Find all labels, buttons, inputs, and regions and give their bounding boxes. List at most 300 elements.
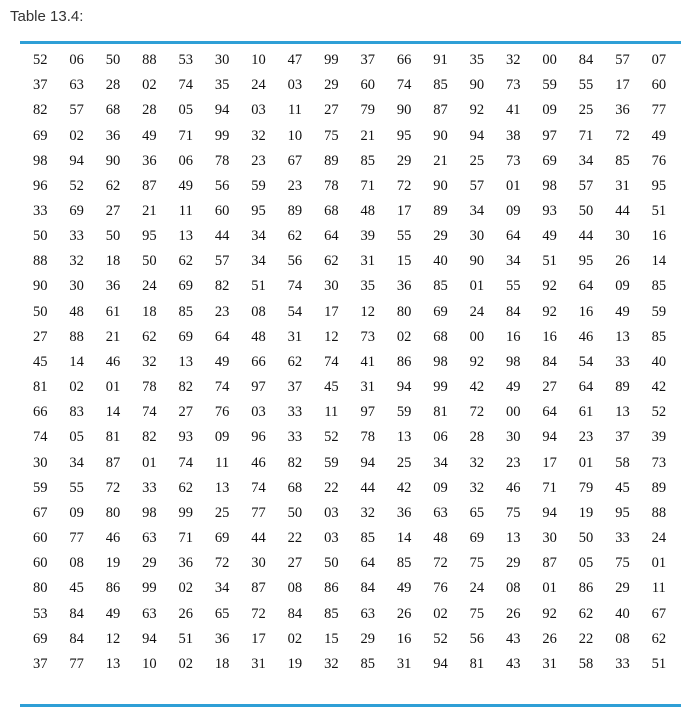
table-cell: 27 [287, 555, 303, 572]
table-cell: 94 [396, 379, 412, 396]
table-cell: 34 [469, 203, 485, 220]
table-cell: 16 [651, 228, 667, 245]
table-cell: 53 [32, 605, 48, 622]
table-cell: 80 [396, 303, 412, 320]
table-cell: 25 [214, 504, 230, 521]
table-cell: 56 [214, 177, 230, 194]
table-cell: 49 [615, 303, 630, 320]
table-cell: 39 [651, 429, 667, 446]
table-row [22, 476, 677, 501]
table-cell: 26 [615, 253, 630, 270]
table-cell: 15 [324, 630, 339, 647]
table-cell: 02 [287, 630, 303, 647]
table-cell: 69 [469, 530, 485, 547]
table-cell: 33 [615, 353, 630, 370]
table-cell: 87 [105, 454, 121, 471]
table-cell: 78 [214, 152, 230, 169]
table-cell: 43 [506, 630, 521, 647]
table-cell: 36 [105, 127, 121, 144]
table-cell: 09 [542, 102, 557, 119]
table-cell: 92 [469, 353, 485, 370]
table-cell: 05 [578, 555, 594, 572]
table-row [22, 325, 677, 350]
table-cell: 12 [324, 328, 339, 345]
table-cell: 95 [651, 177, 667, 194]
table-row [22, 174, 677, 199]
table-cell: 52 [651, 404, 667, 421]
table-cell: 22 [578, 630, 594, 647]
table-cell: 25 [396, 454, 412, 471]
table-cell: 37 [287, 379, 303, 396]
table-cell: 77 [651, 102, 667, 119]
table-cell: 12 [360, 303, 375, 320]
table-cell: 85 [396, 555, 412, 572]
table-cell: 95 [578, 253, 594, 270]
table-cell: 85 [360, 152, 375, 169]
table-cell: 48 [69, 303, 84, 320]
table-cell: 14 [651, 253, 667, 270]
table-cell: 46 [105, 353, 121, 370]
table-cell: 50 [105, 228, 121, 245]
table-cell: 21 [360, 127, 375, 144]
table-cell: 88 [69, 328, 84, 345]
table-cell: 94 [214, 102, 230, 119]
table-cell: 75 [324, 127, 339, 144]
table-cell: 17 [615, 77, 630, 94]
table-cell: 59 [324, 454, 339, 471]
table-cell: 74 [178, 454, 193, 471]
table-cell: 92 [542, 303, 557, 320]
table-cell: 60 [32, 555, 48, 572]
table-cell: 27 [32, 328, 48, 345]
table-cell: 57 [69, 102, 84, 119]
table-cell: 06 [178, 152, 193, 169]
table-cell: 13 [615, 404, 630, 421]
table-cell: 28 [142, 102, 157, 119]
table-cell: 32 [506, 52, 521, 69]
table-cell: 02 [178, 655, 193, 672]
table-cell: 91 [433, 52, 448, 69]
table-cell: 29 [324, 77, 339, 94]
table-cell: 60 [651, 77, 667, 94]
table-cell: 74 [178, 77, 193, 94]
table-row [22, 501, 677, 526]
table-cell: 75 [469, 605, 485, 622]
table-cell: 35 [469, 52, 485, 69]
table-cell: 64 [360, 555, 375, 572]
table-row [22, 451, 677, 476]
table-cell: 72 [105, 479, 121, 496]
table-cell: 55 [69, 479, 84, 496]
table-cell: 09 [214, 429, 230, 446]
table-cell: 41 [506, 102, 521, 119]
table-cell: 50 [105, 52, 121, 69]
table-cell: 62 [287, 353, 303, 370]
table-cell: 66 [251, 353, 266, 370]
table-cell: 40 [651, 353, 667, 370]
table-cell: 13 [615, 328, 630, 345]
table-cell: 87 [542, 555, 557, 572]
table-cell: 64 [324, 228, 339, 245]
table-cell: 30 [324, 278, 339, 295]
table-cell: 18 [105, 253, 121, 270]
table-cell: 94 [360, 454, 375, 471]
table-cell: 57 [469, 177, 485, 194]
table-cell: 66 [396, 52, 412, 69]
table-cell: 49 [214, 353, 230, 370]
table-cell: 81 [469, 655, 485, 672]
table-cell: 16 [396, 630, 412, 647]
table-cell: 81 [433, 404, 448, 421]
table-cell: 73 [506, 77, 521, 94]
table-cell: 84 [360, 580, 375, 597]
table-cell: 98 [433, 353, 448, 370]
table-cell: 52 [433, 630, 448, 647]
table-cell: 99 [433, 379, 448, 396]
table-cell: 27 [324, 102, 339, 119]
table-cell: 86 [396, 353, 412, 370]
table-cell: 77 [251, 504, 266, 521]
table-cell: 24 [469, 580, 485, 597]
top-rule [20, 41, 681, 44]
table-cell: 69 [32, 630, 48, 647]
table-cell: 16 [506, 328, 521, 345]
table-row [22, 73, 677, 98]
table-cell: 89 [615, 379, 630, 396]
table-cell: 85 [651, 278, 667, 295]
table-cell: 03 [251, 102, 266, 119]
table-cell: 34 [578, 152, 594, 169]
table-cell: 28 [469, 429, 485, 446]
table-cell: 21 [433, 152, 448, 169]
table-row [22, 601, 677, 626]
table-row [22, 526, 677, 551]
table-cell: 88 [32, 253, 48, 270]
table-cell: 85 [615, 152, 630, 169]
table-cell: 26 [178, 605, 193, 622]
table-cell: 66 [32, 404, 48, 421]
table-cell: 31 [287, 328, 303, 345]
table-cell: 67 [287, 152, 303, 169]
table-cell: 49 [506, 379, 521, 396]
table-cell: 37 [32, 655, 48, 672]
table-cell: 15 [396, 253, 412, 270]
table-cell: 44 [214, 228, 230, 245]
table-cell: 48 [433, 530, 448, 547]
table-cell: 98 [142, 504, 157, 521]
table-cell: 98 [32, 152, 48, 169]
table-cell: 69 [433, 303, 448, 320]
table-cell: 03 [251, 404, 266, 421]
table-cell: 10 [142, 655, 157, 672]
table-cell: 25 [578, 102, 594, 119]
table-cell: 85 [360, 655, 375, 672]
table-cell: 76 [433, 580, 448, 597]
table-cell: 05 [178, 102, 193, 119]
table-cell: 44 [615, 203, 630, 220]
table-cell: 24 [651, 530, 667, 547]
table-cell: 34 [251, 228, 266, 245]
table-cell: 74 [214, 379, 230, 396]
table-cell: 32 [469, 479, 485, 496]
table-cell: 56 [469, 630, 485, 647]
table-cell: 65 [214, 605, 230, 622]
table-cell: 59 [542, 77, 557, 94]
table-cell: 68 [105, 102, 121, 119]
table-cell: 57 [578, 177, 594, 194]
table-cell: 38 [506, 127, 521, 144]
table-cell: 23 [251, 152, 266, 169]
table-cell: 16 [542, 328, 557, 345]
table-cell: 72 [396, 177, 412, 194]
table-cell: 50 [324, 555, 339, 572]
table-cell: 30 [469, 228, 485, 245]
table-cell: 32 [69, 253, 84, 270]
table-cell: 84 [69, 605, 84, 622]
table-cell: 55 [506, 278, 521, 295]
table-cell: 17 [251, 630, 266, 647]
table-cell: 62 [578, 605, 594, 622]
table-cell: 51 [542, 253, 557, 270]
table-cell: 62 [178, 479, 193, 496]
table-cell: 46 [578, 328, 594, 345]
table-cell: 46 [105, 530, 121, 547]
table-cell: 08 [287, 580, 303, 597]
table-cell: 80 [105, 504, 121, 521]
table-cell: 95 [142, 228, 157, 245]
table-cell: 01 [105, 379, 121, 396]
table-cell: 13 [396, 429, 412, 446]
table-cell: 23 [287, 177, 303, 194]
table-cell: 73 [506, 152, 521, 169]
table-cell: 33 [32, 203, 48, 220]
table-cell: 78 [324, 177, 339, 194]
table-row [22, 576, 677, 601]
table-cell: 37 [360, 52, 375, 69]
table-cell: 45 [69, 580, 84, 597]
table-cell: 03 [287, 77, 303, 94]
table-cell: 90 [105, 152, 121, 169]
table-caption: Table 13.4: [10, 8, 84, 25]
table-cell: 52 [69, 177, 84, 194]
table-row [22, 123, 677, 148]
table-cell: 33 [142, 479, 157, 496]
table-cell: 90 [32, 278, 48, 295]
table-cell: 21 [105, 328, 121, 345]
table-cell: 85 [433, 77, 448, 94]
table-cell: 52 [32, 52, 48, 69]
table-cell: 74 [32, 429, 48, 446]
table-cell: 18 [214, 655, 230, 672]
table-cell: 62 [105, 177, 121, 194]
table-cell: 74 [142, 404, 157, 421]
table-cell: 89 [651, 479, 667, 496]
table-cell: 24 [251, 77, 266, 94]
table-cell: 95 [615, 504, 630, 521]
table-cell: 71 [578, 127, 594, 144]
table-cell: 14 [105, 404, 121, 421]
table-cell: 99 [324, 52, 339, 69]
table-cell: 32 [324, 655, 339, 672]
table-cell: 44 [251, 530, 266, 547]
table-cell: 39 [360, 228, 375, 245]
table-cell: 42 [396, 479, 412, 496]
table-cell: 48 [251, 328, 266, 345]
table-cell: 60 [360, 77, 375, 94]
table-cell: 71 [542, 479, 557, 496]
table-cell: 30 [69, 278, 84, 295]
table-cell: 63 [360, 605, 375, 622]
table-row [22, 274, 677, 299]
table-cell: 29 [360, 630, 375, 647]
table-cell: 86 [324, 580, 339, 597]
table-cell: 89 [324, 152, 339, 169]
table-cell: 22 [287, 530, 303, 547]
table-cell: 33 [287, 429, 303, 446]
table-cell: 92 [542, 278, 557, 295]
table-cell: 14 [69, 353, 84, 370]
table-cell: 17 [396, 203, 412, 220]
table-cell: 84 [69, 630, 84, 647]
table-cell: 74 [396, 77, 412, 94]
table-row [22, 249, 677, 274]
table-cell: 99 [214, 127, 230, 144]
table-cell: 64 [578, 379, 594, 396]
table-cell: 62 [651, 630, 667, 647]
table-cell: 08 [251, 303, 266, 320]
table-cell: 47 [287, 52, 303, 69]
table-cell: 84 [578, 52, 594, 69]
table-cell: 49 [178, 177, 193, 194]
table-cell: 93 [178, 429, 193, 446]
table-cell: 59 [32, 479, 48, 496]
table-cell: 64 [542, 404, 557, 421]
table-cell: 97 [360, 404, 375, 421]
table-cell: 40 [433, 253, 448, 270]
table-row [22, 149, 677, 174]
table-cell: 31 [542, 655, 557, 672]
table-cell: 16 [578, 303, 594, 320]
table-cell: 53 [178, 52, 193, 69]
table-cell: 52 [324, 429, 339, 446]
table-cell: 36 [178, 555, 193, 572]
table-cell: 26 [506, 605, 521, 622]
table-cell: 60 [214, 203, 230, 220]
table-cell: 30 [251, 555, 266, 572]
table-cell: 45 [324, 379, 339, 396]
table-cell: 85 [178, 303, 193, 320]
table-cell: 96 [251, 429, 266, 446]
table-cell: 13 [506, 530, 521, 547]
table-row [22, 48, 677, 73]
table-row [22, 627, 677, 652]
table-cell: 30 [506, 429, 521, 446]
table-cell: 37 [32, 77, 48, 94]
table-cell: 32 [142, 353, 157, 370]
table-cell: 29 [433, 228, 448, 245]
table-cell: 37 [615, 429, 630, 446]
table-cell: 45 [615, 479, 630, 496]
table-cell: 89 [287, 203, 303, 220]
table-cell: 13 [105, 655, 121, 672]
table-cell: 50 [287, 504, 303, 521]
table-cell: 27 [178, 404, 193, 421]
table-cell: 58 [615, 454, 630, 471]
table-cell: 32 [251, 127, 266, 144]
table-cell: 98 [542, 177, 557, 194]
table-cell: 43 [506, 655, 521, 672]
table-cell: 31 [360, 253, 375, 270]
table-cell: 84 [542, 353, 557, 370]
table-cell: 01 [506, 177, 521, 194]
table-cell: 31 [360, 379, 375, 396]
table-cell: 76 [651, 152, 667, 169]
table-cell: 42 [469, 379, 485, 396]
table-cell: 94 [433, 655, 448, 672]
table-row [22, 350, 677, 375]
table-cell: 55 [578, 77, 594, 94]
table-cell: 21 [142, 203, 157, 220]
table-cell: 29 [506, 555, 521, 572]
table-cell: 73 [360, 328, 375, 345]
table-cell: 94 [542, 429, 557, 446]
table-cell: 85 [360, 530, 375, 547]
table-cell: 59 [251, 177, 266, 194]
table-cell: 62 [324, 253, 339, 270]
table-cell: 99 [178, 504, 193, 521]
table-cell: 03 [324, 530, 339, 547]
table-cell: 94 [542, 504, 557, 521]
table-cell: 09 [69, 504, 84, 521]
table-cell: 23 [506, 454, 521, 471]
table-cell: 06 [433, 429, 448, 446]
table-cell: 19 [578, 504, 594, 521]
table-cell: 00 [506, 404, 521, 421]
table-cell: 30 [615, 228, 630, 245]
table-cell: 97 [542, 127, 557, 144]
table-cell: 50 [578, 203, 594, 220]
table-cell: 36 [615, 102, 630, 119]
table-cell: 55 [396, 228, 412, 245]
table-cell: 56 [287, 253, 303, 270]
table-cell: 83 [69, 404, 84, 421]
table-cell: 69 [32, 127, 48, 144]
table-row [22, 199, 677, 224]
table-row [22, 375, 677, 400]
table-cell: 54 [287, 303, 303, 320]
table-cell: 69 [69, 203, 84, 220]
table-cell: 87 [142, 177, 157, 194]
table-cell: 49 [542, 228, 557, 245]
table-cell: 94 [469, 127, 485, 144]
table-cell: 02 [142, 77, 157, 94]
random-digits-table [22, 48, 677, 677]
table-cell: 44 [578, 228, 594, 245]
table-cell: 07 [651, 52, 667, 69]
table-cell: 13 [214, 479, 230, 496]
table-cell: 45 [32, 353, 48, 370]
table-cell: 49 [396, 580, 412, 597]
table-cell: 33 [69, 228, 84, 245]
table-cell: 62 [178, 253, 193, 270]
table-cell: 02 [69, 379, 84, 396]
table-cell: 09 [506, 203, 521, 220]
table-cell: 80 [32, 580, 48, 597]
table-row [22, 300, 677, 325]
table-cell: 34 [506, 253, 521, 270]
table-cell: 68 [324, 203, 339, 220]
table-cell: 01 [578, 454, 594, 471]
